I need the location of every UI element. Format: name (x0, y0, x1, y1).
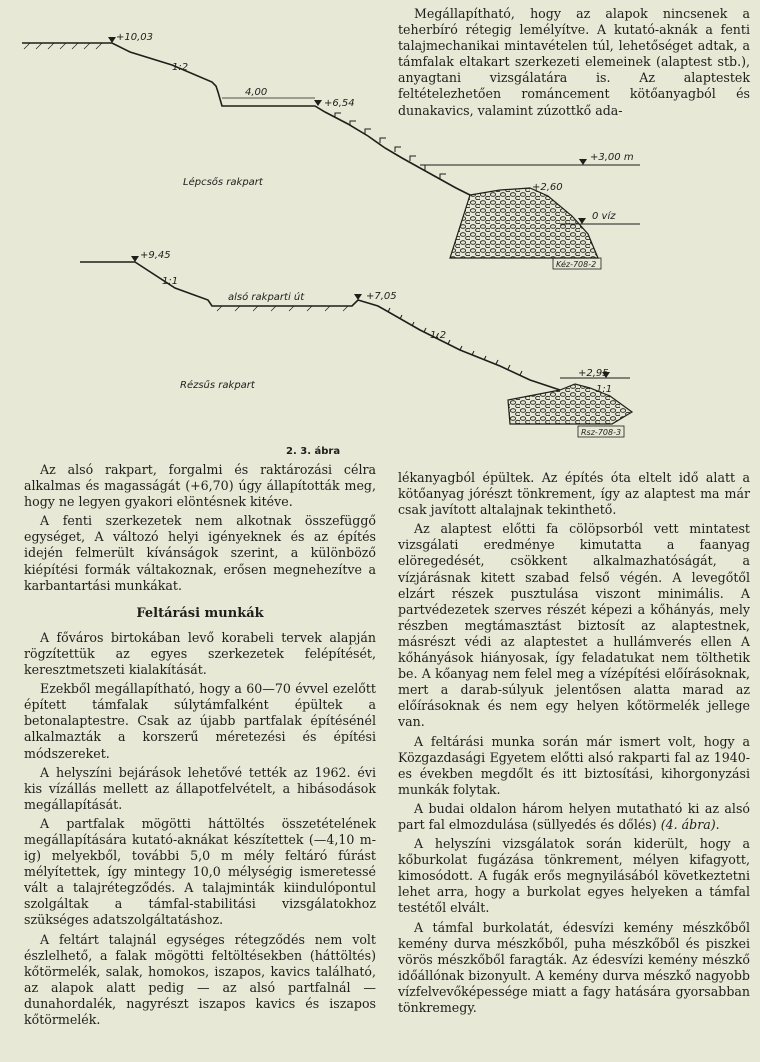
level-left-label: +9,45 (140, 250, 171, 261)
paragraph-text: A budai oldalon három helyen mutatható ki az alsó part fal elmozdulása (süllyedés és dőlés) (398, 800, 750, 832)
slope-left-label: 1:1 (162, 276, 179, 287)
upper-profile-line (22, 43, 470, 195)
level-bottom-label: +2,95 (578, 368, 609, 379)
upper-title: Lépcsős rakpart (183, 177, 263, 188)
level-marker-top (108, 37, 116, 43)
level-marker-road (354, 294, 362, 300)
lower-slope-ticks (388, 308, 522, 375)
figure-reference: (4. ábra) (660, 816, 716, 832)
level-marker-mid (314, 100, 322, 106)
paragraph: Az alsó rakpart, forgalmi és raktározási célra alkalmas és magasságát (+6,70) úgy állapították meg, hogy ne legyen gyakori elöntésnek kitéve. (24, 462, 376, 510)
lower-section (80, 250, 632, 437)
lower-profile-line (80, 262, 560, 390)
paragraph: A feltárt talajnál egységes rétegződés nem volt észlelhető, a falak mögötti feltöltésekben (háttöltés) kőtörmelék, salak, homokos, iszapos, kavics található, az alapok alatt pedig — az alsó partfalnál — dunahordalék, nagyrészt iszapos kavics és iszapos kőtörmelék. (24, 931, 376, 1027)
section-heading: Feltárási munkák (136, 605, 264, 621)
fill-level-label: +2,60 (532, 182, 563, 193)
upper-hatch (24, 43, 102, 49)
width-label: 4,00 (245, 87, 268, 98)
paragraph: A főváros birtokában levő korabeli tervek alapján rögzítettük az egyes szerkezetek felépítését, keresztmetszeti kialakítását. (24, 629, 376, 678)
paragraph: Az alaptest előtti fa cölöpsorból vett mintatest vizsgálati eredménye kimutatta a faanyag elöregedését, csökkent alkalmazhatóságát, a vízjárásnak kitett szabad felső végén. A levegőtől elzárt részek pusztulása viszont minimális. A partvédezetek szerves részét képezi a kőhányás, mely részben megtámasztást biztosít az alaptestnek, másrészt védi az alaptestet a hullámverés ellen A kőhányások hiányosak, így feladatukat nem tölthetik be. A kőanyag nem felel meg a vízépítési előírásoknak, mert a darab-súlyuk jelentősen alatta marad az előírásoknak és nem egy helyen kőtörmelék jellege van. (398, 521, 750, 730)
paragraph (398, 801, 750, 833)
cross-section-figure (0, 0, 760, 462)
lower-stone-fill (508, 384, 632, 424)
slope-top-label: 1:2 (172, 62, 189, 73)
figure-caption: 2. 3. ábra (286, 446, 341, 457)
paragraph: Ezekből megállapítható, hogy a 60—70 évvel ezelőtt épített támfalak súlytámfalként épültek a betonalaptestre. Csak az újabb partfalak építésénél alkalmazták a korszerű méretezési és építési módszereket. (24, 681, 376, 761)
level-road-label: +7,05 (366, 291, 397, 302)
upper-stone-fill (450, 188, 598, 258)
lower-title: Rézsűs rakpart (180, 380, 255, 391)
paragraph: Megállapítható, hogy az alapok nincsenek a teherbíró rétegig lemélyítve. A kutató-aknák a fenti talajmechanikai mintavételen túl, lehetőséget adtak, a támfalak eltakart szerkezeti elemeinek (alaptest stb.), anyagtani vizsgálatára is. Az alaptestek feltételezhetően románcement kötőanyagból és dunakavics, valamint zúzottkő ada- (398, 6, 750, 118)
level-marker-left (131, 256, 139, 262)
paragraph-end: . (715, 816, 720, 832)
paragraph: A helyszíni vizsgálatok során kiderült, hogy a kőburkolat fugázása tönkrement, mélyen kifagyott, kimosódott. A fugák erős megnyilásából következtetni lehet arra, hogy a burkolat egyes helyeken a támfal testétől elvált. (398, 836, 750, 916)
upper-code: Kéz-708-2 (556, 260, 597, 269)
paragraph: A támfal burkolatát, édesvízi kemény mészkőből kemény durva mészkőből, puha mészkőből és piszkei vörös mészkőből faragták. Az édesvízi kemény mészkő időállónak bizonyult. A kemény durva mészkő nagyobb vízfelvevőképessége miatt a fagy hatására gyorsabban tönkremegy. (398, 919, 750, 1015)
zero-water-marker (578, 218, 586, 224)
upper-section (22, 32, 640, 269)
road-label: alsó rakparti út (228, 292, 305, 303)
level-top-label: +10,03 (116, 32, 154, 43)
water-marker (579, 159, 587, 165)
slope-bottom-label: 1:1 (596, 384, 613, 395)
zero-water-label: 0 víz (592, 211, 616, 222)
lower-code: Rsz-708-3 (581, 428, 622, 437)
level-mid-label: +6,54 (324, 98, 355, 109)
slope-mid-label: 1:2 (430, 330, 447, 341)
right-column (398, 470, 750, 1016)
paragraph: A feltárási munka során már ismert volt, hogy a Közgazdasági Egyetem előtti alsó rakparti fal az 1940-es években megdőlt és itt biztosítási, kihorgonyzási munkák folytak. (398, 733, 750, 797)
paragraph: A helyszíni bejárások lehetővé tették az 1962. évi kis vízállás mellett az állapotfelvételt, a hibásodások megállapítását. (24, 764, 376, 812)
upper-step-ticks (335, 113, 446, 179)
paragraph: A fenti szerkezetek nem alkotnak összefüggő egységet, A változó helyi igényeknek és az építés idején felmerült kívánságok szerint, a különböző kiépítési formák váltakoznak, erősen megnehezítve a karbantartási munkákat. (24, 513, 376, 593)
paragraph: A partfalak mögötti háttöltés összetételének megállapítására kutató-aknákat készítettek (—4,10 m-ig) melyekből, további 5,0 m mély feltáró fúrást mélyítettek, így mintegy 10,0 mélységig ismeretessé vált a talajrétegződés. A talajminták kiindulópontul szolgáltak a támfal-stabilitási vizsgálatokhoz szükséges adatszolgáltatáshoz. (24, 815, 376, 928)
water-level-label: +3,00 m (590, 152, 634, 163)
left-column (24, 462, 376, 1028)
paragraph: lékanyagból épültek. Az építés óta eltelt idő alatt a kötőanyag jórészt tönkrement, így az alaptest ma már csak javított altalajnak tekinthető. (398, 470, 750, 518)
